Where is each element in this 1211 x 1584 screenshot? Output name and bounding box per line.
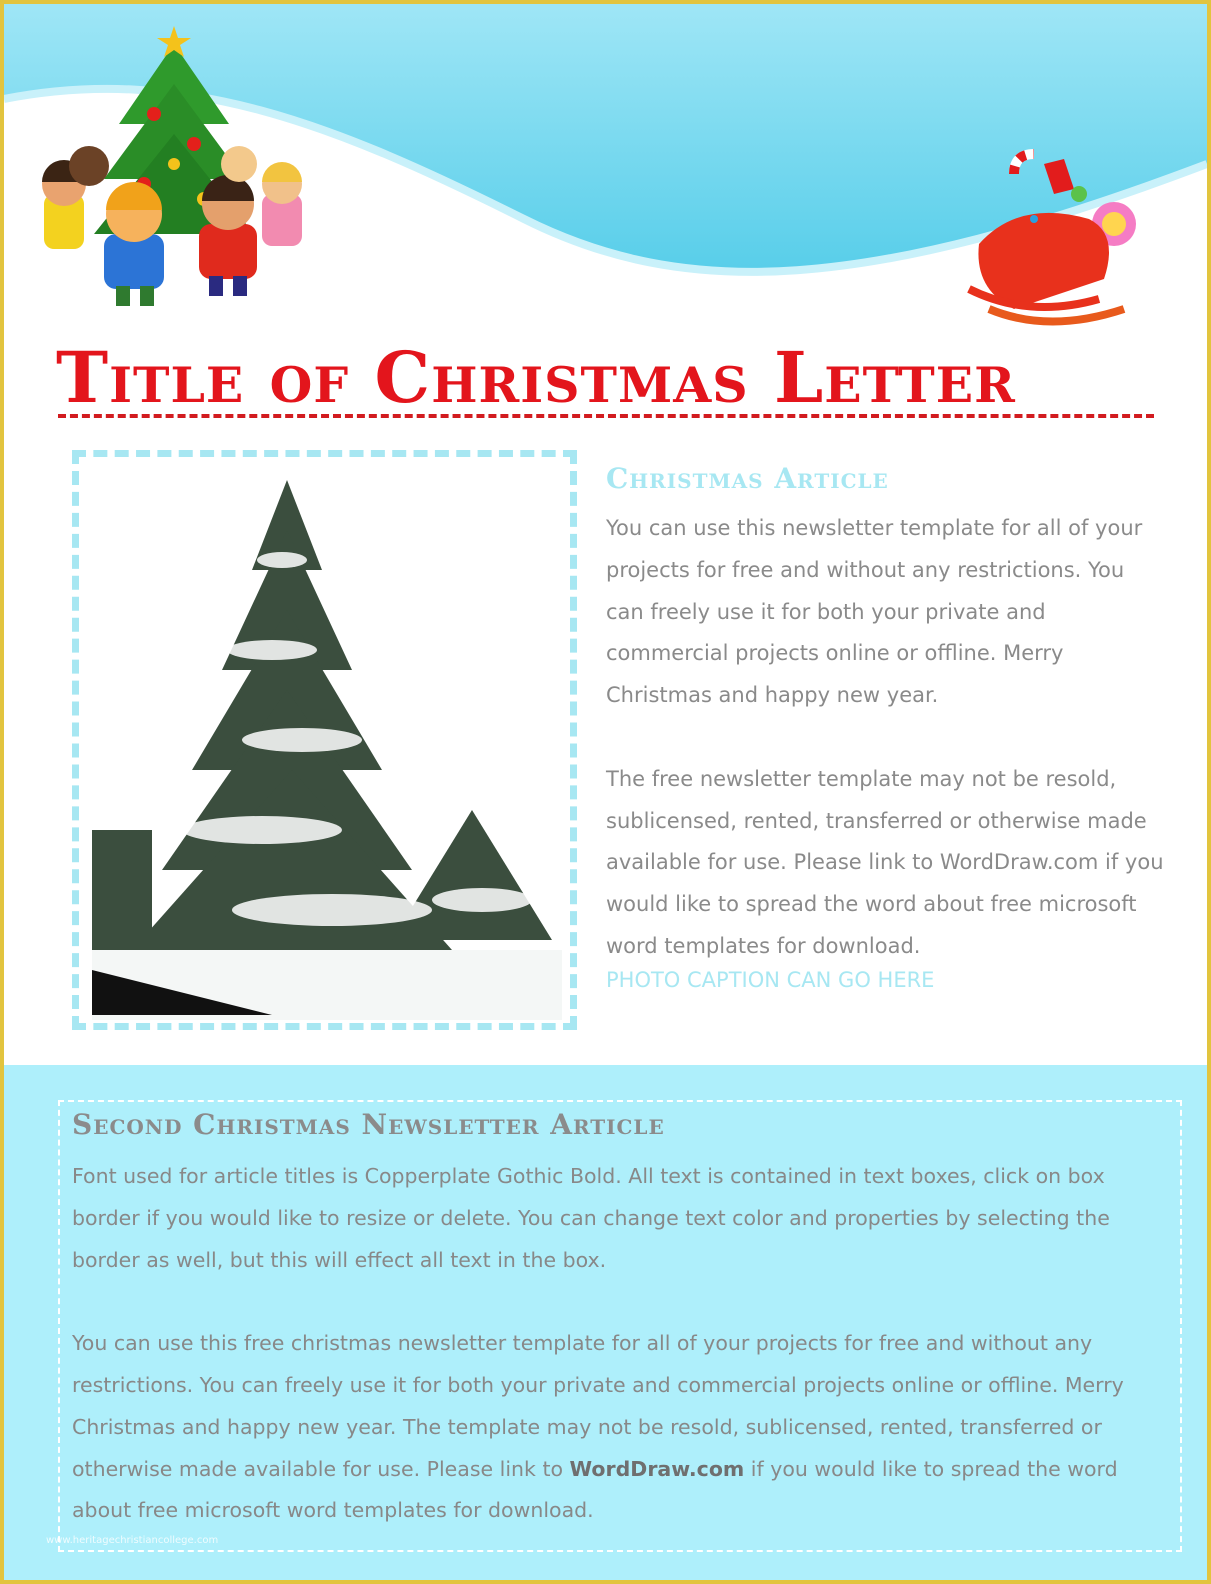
worddraw-link[interactable]: WordDraw.com bbox=[569, 1456, 745, 1481]
second-article-body bbox=[72, 1156, 1177, 1574]
article-title: Christmas Article bbox=[606, 462, 889, 495]
second-article-paragraph: Font used for article titles is Copperplate Gothic Bold. All text is contained in text boxes, click on box border if you would like to resize or delete. You can change text color and properties by selecting the border as well, but this will effect all text in the box. bbox=[72, 1164, 1110, 1272]
photo-caption: PHOTO CAPTION CAN GO HERE bbox=[606, 968, 935, 992]
title-divider bbox=[58, 414, 1154, 418]
article-paragraph: The free newsletter template may not be resold, sublicensed, rented, transferred or otherwise made available for use. Please link to WordDraw.com if you would like to spread the word about free microsoft word templates for download. bbox=[606, 766, 1164, 958]
header-illustration bbox=[4, 4, 1207, 334]
article-body bbox=[606, 508, 1166, 1010]
watermark-text: www.heritagechristiancollege.com bbox=[46, 1535, 219, 1546]
snowy-tree-photo bbox=[92, 470, 562, 1020]
second-article-title: Second Christmas Newsletter Article bbox=[72, 1108, 665, 1141]
second-article-paragraph: You can use this free christmas newsletter template for all of your projects for free and without any restrictions. You can freely use it for both your private and commercial projects online or offline. Merry Christmas and happy new year. The template may not be resold, sublicensed, rented, transferred or otherwise made available for use. Please link to WordDraw.com if you would like to spread the word about free microsoft word templates for download. bbox=[72, 1331, 1124, 1523]
article-paragraph: You can use this newsletter template for all of your projects for free and without any restrictions. You can freely use it for both your private and commercial projects online or offline. Merry Christmas and happy new year. bbox=[606, 516, 1143, 708]
page-title: Title of Christmas Letter bbox=[56, 336, 1016, 419]
